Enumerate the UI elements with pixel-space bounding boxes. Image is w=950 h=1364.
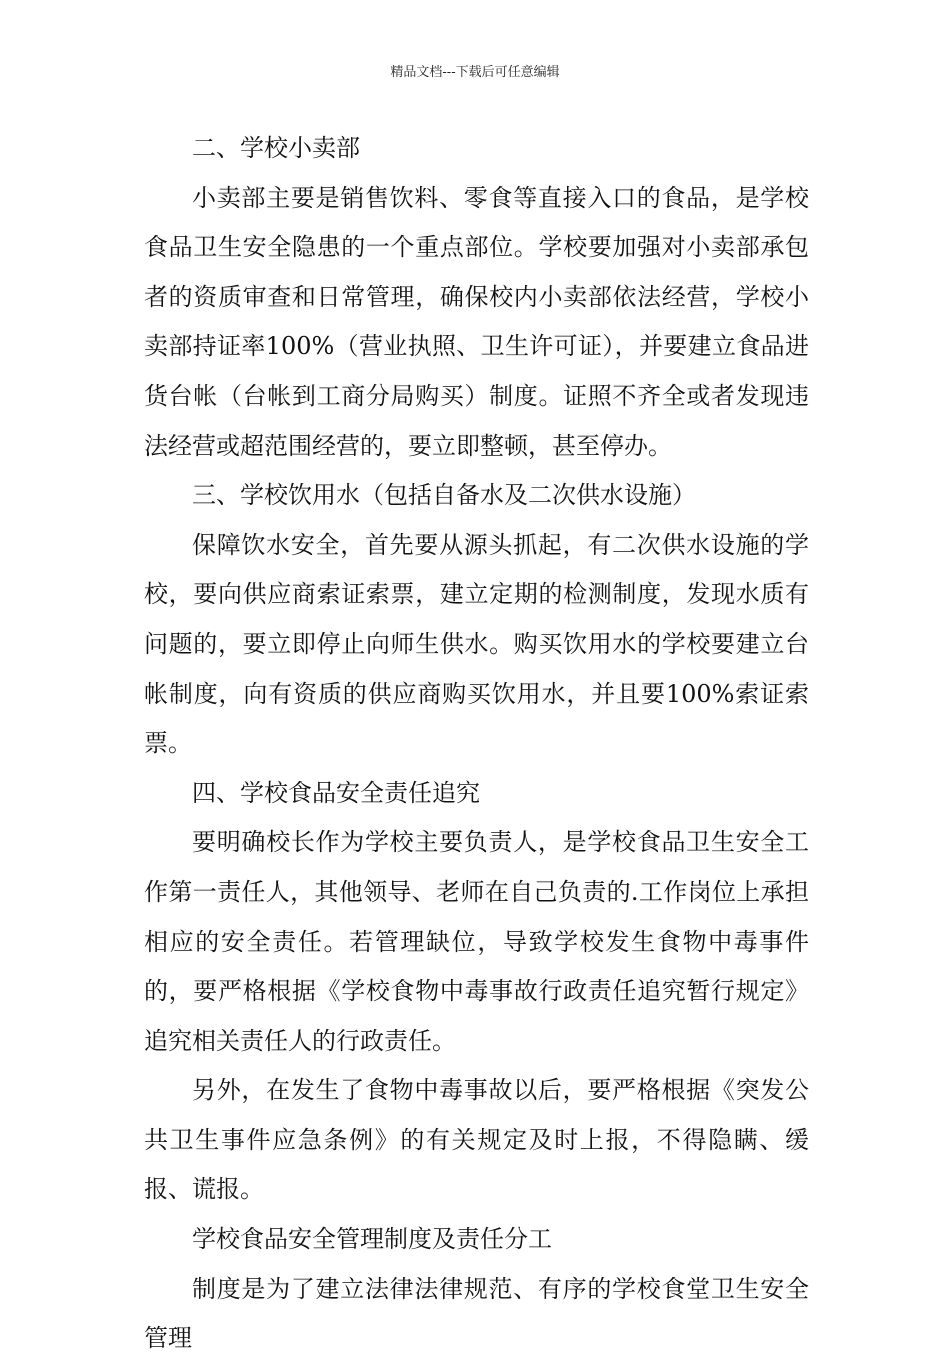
- paragraph-drinking-water: 保障饮水安全，首先要从源头抓起，有二次供水设施的学校，要向供应商索证索票，建立定期的检测制度，发现水质有问题的，要立即停止向师生供水。购买饮用水的学校要建立台帐制度，向有资质的供应商购买饮用水，并且要100%索证索票。: [144, 530, 809, 758]
- section-heading-management-system: 学校食品安全管理制度及责任分工: [192, 1225, 552, 1254]
- document-body: [144, 124, 809, 1364]
- section-heading-drinking-water: 三、学校饮用水（包括自备水及二次供水设施）: [192, 481, 696, 510]
- paragraph-management-system: 制度是为了建立法律法律规范、有序的学校食堂卫生安全管理: [144, 1274, 809, 1353]
- paragraph-reporting: 另外，在发生了食物中毒事故以后，要严格根据《突发公共卫生事件应急条例》的有关规定及时上报，不得隐瞒、缓报、谎报。: [144, 1076, 809, 1204]
- section-heading-school-shop: 二、学校小卖部: [192, 134, 360, 162]
- section-heading-responsibility: 四、学校食品安全责任追究: [192, 778, 480, 807]
- page-header: 精品文档---下载后可任意编辑: [390, 65, 560, 80]
- paragraph-responsibility: 要明确校长作为学校主要负责人，是学校食品卫生安全工作第一责任人，其他领导、老师在自己负责的.工作岗位上承担相应的安全责任。若管理缺位，导致学校发生食物中毒事件的，要严格根据《学校食物中毒事故行政责任追究暂行规定》追究相关责任人的行政责任。: [144, 828, 809, 1055]
- paragraph-school-shop: 小卖部主要是销售饮料、零食等直接入口的食品，是学校食品卫生安全隐患的一个重点部位。学校要加强对小卖部承包者的资质审查和日常管理，确保校内小卖部依法经营，学校小卖部持证率100%（营业执照、卫生许可证），并要建立食品进货台帐（台帐到工商分局购买）制度。证照不齐全或者发现违法经营或超范围经营的，要立即整顿，甚至停办。: [144, 183, 809, 460]
